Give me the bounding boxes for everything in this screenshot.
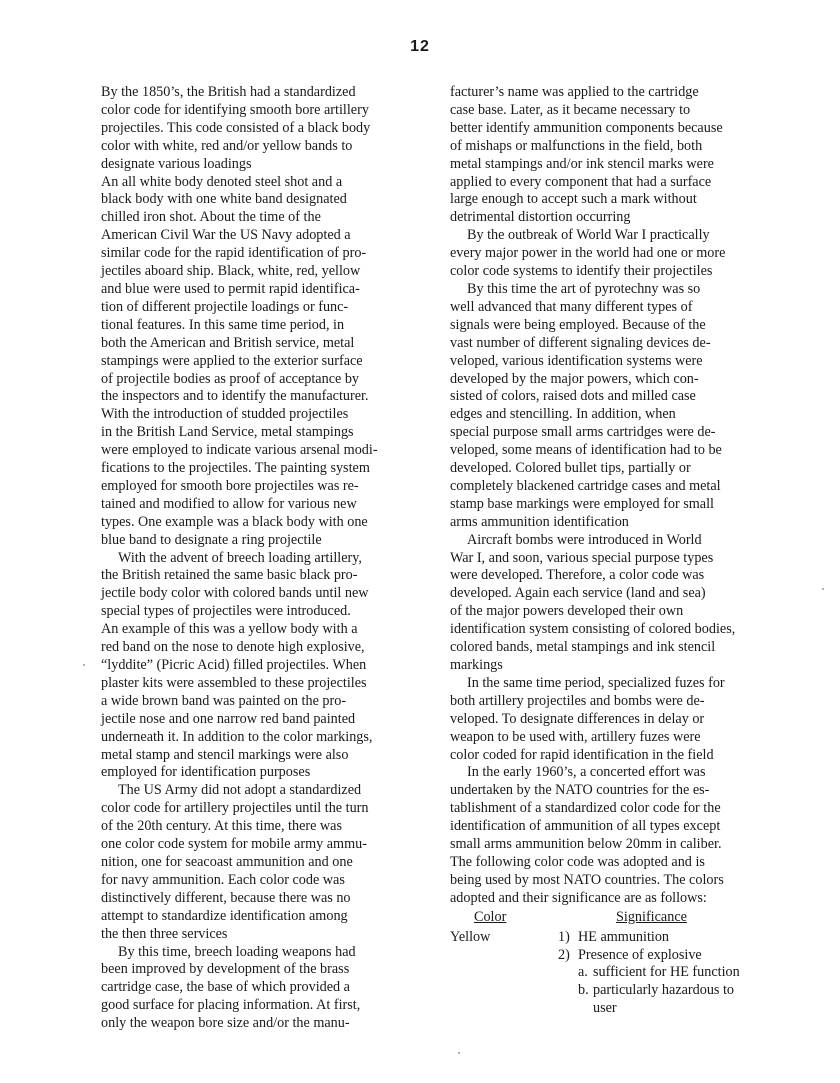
text-line: been improved by development of the brass xyxy=(101,961,350,978)
text-line: colored bands, metal stampings and ink stencil xyxy=(450,639,716,656)
text-line: only the weapon bore size and/or the manu- xyxy=(101,1015,350,1032)
scan-speck xyxy=(458,1052,460,1054)
item-number: 2) xyxy=(558,946,570,963)
text-line: a wide brown band was painted on the pro- xyxy=(101,692,347,709)
color-table-subrow xyxy=(450,964,770,982)
color-table-header xyxy=(450,908,770,929)
item-text: Presence of explosive xyxy=(578,946,702,963)
text-line: in the British Land Service, metal stampings xyxy=(101,424,354,441)
text-line: signals were being employed. Because of the xyxy=(450,316,706,333)
text-line: jectiles aboard ship. Black, white, red, yellow xyxy=(101,263,361,280)
text-line: With the advent of breech loading artillery, xyxy=(118,549,362,566)
text-line: the British retained the same basic black pro- xyxy=(101,567,358,584)
left-text-column xyxy=(101,84,419,1033)
text-line: were developed. Therefore, a color code was xyxy=(450,567,705,584)
text-line: tained and modified to allow for various new xyxy=(101,495,357,512)
subitem-letter: a. xyxy=(578,964,588,981)
text-line: employed for identification purposes xyxy=(101,764,311,781)
text-line: vast number of different signaling devices de- xyxy=(450,334,711,351)
text-line: case base. Later, as it became necessary to xyxy=(450,101,691,118)
text-line: of the major powers developed their own xyxy=(450,603,684,620)
text-line: of the 20th century. At this time, there was xyxy=(101,818,342,835)
text-line: developed. Colored bullet tips, partially or xyxy=(450,460,691,477)
text-line: small arms ammunition below 20mm in caliber. xyxy=(450,836,722,853)
text-line: of mishaps or malfunctions in the field, both xyxy=(450,137,703,154)
text-line: developed by the major powers, which con- xyxy=(450,370,699,387)
text-line: black body with one white band designated xyxy=(101,191,347,208)
text-line: tablishment of a standardized color code for the xyxy=(450,800,721,817)
text-line: color code for identifying smooth bore artillery xyxy=(101,101,369,118)
text-line: special purpose small arms cartridges were de- xyxy=(450,424,716,441)
text-line: American Civil War the US Navy adopted a xyxy=(101,227,351,244)
text-line: jectile body color with colored bands until new xyxy=(101,585,369,602)
subitem-text: sufficient for HE function xyxy=(593,964,740,981)
text-line: veloped, some means of identification had to be xyxy=(450,442,722,459)
text-line: both artillery projectiles and bombs were de- xyxy=(450,692,705,709)
text-line: arms ammunition identification xyxy=(450,513,629,530)
text-line: By this time, breech loading weapons had xyxy=(118,943,356,960)
text-line: tional features. In this same time period, in xyxy=(101,316,345,333)
subitem-text: particularly hazardous to xyxy=(593,982,735,999)
text-line: identification of ammunition of all types except xyxy=(450,818,721,835)
subitem-letter: b. xyxy=(578,982,589,999)
text-line: good surface for placing information. At first, xyxy=(101,997,361,1014)
text-line: By the outbreak of World War I practically xyxy=(467,227,710,244)
text-line: were employed to indicate various arsenal modi- xyxy=(101,442,378,459)
text-line: fications to the projectiles. The painting system xyxy=(101,460,370,477)
text-line: color with white, red and/or yellow bands to xyxy=(101,137,353,154)
text-line: nition, one for seacoast ammunition and one xyxy=(101,853,353,870)
text-line: stampings were applied to the exterior surface xyxy=(101,352,363,369)
text-line: stamp base markings were employed for small xyxy=(450,495,714,512)
text-line: similar code for the rapid identification of pro- xyxy=(101,245,367,262)
text-line: By this time the art of pyrotechny was so xyxy=(467,280,701,297)
text-line: cartridge case, the base of which provided a xyxy=(101,979,350,996)
text-line: undertaken by the NATO countries for the es- xyxy=(450,782,710,799)
text-line: and blue were used to permit rapid identifica- xyxy=(101,280,360,297)
text-line: sisted of colors, raised dots and milled case xyxy=(450,388,696,405)
page-number: 12 xyxy=(410,38,430,55)
text-line: metal stampings and/or ink stencil marks were xyxy=(450,155,714,172)
text-line: well advanced that many different types of xyxy=(450,298,693,315)
text-line: detrimental distortion occurring xyxy=(450,209,631,226)
text-line: blue band to designate a ring projectile xyxy=(101,531,322,548)
text-line: Aircraft bombs were introduced in World xyxy=(467,531,702,548)
text-line: An all white body denoted steel shot and a xyxy=(101,173,343,190)
color-table-subrow xyxy=(450,982,770,1000)
text-line: jectile nose and one narrow red band painted xyxy=(101,710,356,727)
text-line: of projectile bodies as proof of acceptance by xyxy=(101,370,360,387)
text-line: underneath it. In addition to the color markings, xyxy=(101,728,373,745)
text-line: The following color code was adopted and is xyxy=(450,853,705,870)
text-line: being used by most NATO countries. The colors xyxy=(450,871,724,888)
text-line: the then three services xyxy=(101,925,228,942)
text-line: the inspectors and to identify the manufacturer. xyxy=(101,388,369,405)
significance-column-header: Significance xyxy=(616,908,687,925)
text-line: both the American and British service, metal xyxy=(101,334,355,351)
text-line: large enough to accept such a mark without xyxy=(450,191,697,208)
text-line: employed for smooth bore projectiles was re- xyxy=(101,477,359,494)
color-name: Yellow xyxy=(450,928,491,945)
text-line: designate various loadings xyxy=(101,155,252,172)
right-text-column xyxy=(450,84,770,1018)
text-line: The US Army did not adopt a standardized xyxy=(118,782,362,799)
text-line: By the 1850’s, the British had a standardized xyxy=(101,84,356,100)
color-table-row xyxy=(450,947,770,965)
text-line: With the introduction of studded projectiles xyxy=(101,406,349,423)
item-text: HE ammunition xyxy=(578,928,670,945)
text-line: types. One example was a black body with one xyxy=(101,513,368,530)
text-line: attempt to standardize identification among xyxy=(101,907,348,924)
text-line: In the same time period, specialized fuzes for xyxy=(467,674,725,691)
text-line: distinctively different, because there was no xyxy=(101,889,351,906)
text-line: metal stamp and stencil markings were also xyxy=(101,746,349,763)
scan-speck xyxy=(822,588,824,590)
text-line: identification system consisting of colored bodies, xyxy=(450,621,736,638)
text-line: tion of different projectile loadings or func- xyxy=(101,298,349,315)
text-line: chilled iron shot. About the time of the xyxy=(101,209,321,226)
text-line: War I, and soon, various special purpose types xyxy=(450,549,714,566)
text-line: for navy ammunition. Each color code was xyxy=(101,871,345,888)
text-line: completely blackened cartridge cases and metal xyxy=(450,477,721,494)
text-line: red band on the nose to denote high explosive, xyxy=(101,639,365,656)
text-line: weapon to be used with, artillery fuzes were xyxy=(450,728,701,745)
text-line: developed. Again each service (land and sea) xyxy=(450,585,706,602)
text-line: veloped, various identification systems were xyxy=(450,352,703,369)
text-line: applied to every component that had a surface xyxy=(450,173,712,190)
text-line: one color code system for mobile army ammu- xyxy=(101,836,367,853)
text-line: “lyddite” (Picric Acid) filled projectiles. When xyxy=(101,657,367,673)
text-line: veloped. To designate differences in delay or xyxy=(450,710,705,727)
text-line: every major power in the world had one or more xyxy=(450,245,726,262)
text-line: color code systems to identify their projectiles xyxy=(450,263,713,280)
text-line: An example of this was a yellow body with a xyxy=(101,621,358,638)
text-line: special types of projectiles were introduced. xyxy=(101,603,351,620)
text-line: color coded for rapid identification in the field xyxy=(450,746,714,763)
text-line: better identify ammunition components because xyxy=(450,119,723,136)
text-line: adopted and their significance are as follows: xyxy=(450,889,707,906)
color-table-row xyxy=(450,929,770,947)
text-line: facturer’s name was applied to the cartridge xyxy=(450,84,699,100)
text-line: color code for artillery projectiles until the turn xyxy=(101,800,369,817)
subitem-text: user xyxy=(593,1000,617,1017)
color-table-subrow xyxy=(450,1000,770,1018)
item-number: 1) xyxy=(558,928,570,945)
text-line: In the early 1960’s, a concerted effort was xyxy=(467,764,706,781)
text-line: plaster kits were assembled to these projectiles xyxy=(101,674,367,691)
text-line: projectiles. This code consisted of a black body xyxy=(101,119,371,136)
text-line: edges and stencilling. In addition, when xyxy=(450,406,676,423)
color-column-header: Color xyxy=(474,908,507,925)
scan-speck xyxy=(83,664,85,666)
text-line: markings xyxy=(450,657,503,673)
